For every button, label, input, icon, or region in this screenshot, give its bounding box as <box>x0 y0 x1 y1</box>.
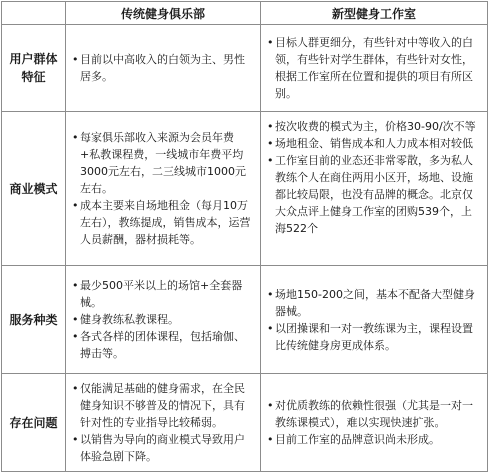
bullet-item <box>72 51 254 85</box>
bullet-item <box>267 397 481 431</box>
header-row <box>2 2 488 25</box>
traditional-gym-cell <box>66 112 261 266</box>
header-traditional-gym: 传统健身俱乐部 <box>66 2 261 25</box>
bullet-icon: • <box>72 131 79 144</box>
bullet-item <box>267 135 481 152</box>
bullet-item <box>267 286 481 320</box>
comparison-table-container <box>1 1 487 473</box>
bullet-text: 按次收费的模式为主，价格30-90/次不等 <box>275 120 476 133</box>
bullet-item <box>267 152 481 237</box>
bullet-item <box>72 197 254 248</box>
fitness-studio-cell <box>261 374 488 472</box>
bullet-icon: • <box>72 53 79 66</box>
row-label: 存在问题 <box>2 374 66 472</box>
bullet-icon: • <box>267 137 274 150</box>
bullet-item <box>267 431 481 448</box>
bullet-icon: • <box>72 330 79 343</box>
bullet-text: 目前以中高收入的白领为主、男性居多。 <box>80 53 245 83</box>
bullet-icon: • <box>72 382 79 395</box>
bullet-icon: • <box>72 279 79 292</box>
bullet-item <box>267 118 481 135</box>
row-label: 用户群体特征 <box>2 25 66 112</box>
bullet-text: 目前工作室的品牌意识尚未形成。 <box>275 433 440 446</box>
bullet-text: 工作室目前的业态还非常零散，多为私人教练个人在商住两用小区开，场地、设施都比较局限，也没有品牌的概念。北京仅大众点评上健身工作室的团购539个，上海522个 <box>275 154 473 235</box>
bullet-icon: • <box>72 199 79 212</box>
bullet-item <box>72 431 254 465</box>
bullet-icon: • <box>267 120 274 133</box>
row-label: 商业模式 <box>2 112 66 266</box>
bullet-item <box>72 277 254 311</box>
bullet-icon: • <box>267 399 274 412</box>
table-row-user-group <box>2 25 488 112</box>
traditional-gym-cell <box>66 374 261 472</box>
bullet-item <box>72 380 254 431</box>
fitness-studio-cell <box>261 266 488 374</box>
bullet-icon: • <box>267 321 274 335</box>
bullet-item <box>267 320 481 354</box>
bullet-text: 场地租金、销售成本和人力成本相对较低 <box>275 137 473 150</box>
header-corner-cell <box>2 2 66 25</box>
bullet-icon: • <box>72 313 79 326</box>
table-row-service-types <box>2 266 488 374</box>
bullet-icon: • <box>267 154 274 167</box>
bullet-item <box>72 328 254 362</box>
bullet-item <box>72 129 254 197</box>
table-row-business-model <box>2 112 488 266</box>
traditional-gym-cell <box>66 25 261 112</box>
bullet-item <box>72 311 254 328</box>
bullet-text: 各式各样的团体课程，包括瑜伽、搏击等。 <box>80 330 245 360</box>
bullet-icon: • <box>267 287 274 301</box>
traditional-gym-cell <box>66 266 261 374</box>
bullet-text: 仅能满足基础的健身需求，在全民健身知识不够普及的情况下，具有针对性的专业指导比较稀弱。 <box>80 382 245 429</box>
row-label: 服务种类 <box>2 266 66 374</box>
bullet-icon: • <box>72 433 79 446</box>
bullet-icon: • <box>267 433 274 446</box>
bullet-icon: • <box>267 36 274 49</box>
bullet-item <box>267 34 481 102</box>
header-fitness-studio: 新型健身工作室 <box>261 2 488 25</box>
bullet-text: 以团操课和一对一教练课为主，课程设置比传统健身房更成体系。 <box>275 321 473 352</box>
bullet-text: 对优质教练的依赖性很强（尤其是一对一教练课模式），难以实现快速扩张。 <box>275 399 473 429</box>
fitness-studio-cell <box>261 112 488 266</box>
bullet-text: 目标人群更细分，有些针对中等收入的白领，有些针对学生群体，有些针对女性，根据工作室所在位置和提供的项目有所区别。 <box>275 36 473 100</box>
bullet-text: 成本主要来自场地租金（每月10万左右），教练提成，销售成本，运营人员薪酬，器材损耗等。 <box>80 199 251 246</box>
bullet-text: 每家俱乐部收入来源为会员年费+私教课程费，一线城市年费平均3000元左右，二三线城市1000元左右。 <box>80 131 246 195</box>
bullet-text: 场地150-200之间，基本不配备大型健身器械。 <box>275 287 475 318</box>
bullet-text: 最少500平米以上的场馆+全套器械。 <box>80 279 243 309</box>
fitness-studio-cell <box>261 25 488 112</box>
comparison-table <box>1 1 488 472</box>
table-row-existing-problems <box>2 374 488 472</box>
bullet-text: 健身教练私教课程。 <box>80 313 179 326</box>
bullet-text: 以销售为导向的商业模式导致用户体验急剧下降。 <box>80 433 245 463</box>
